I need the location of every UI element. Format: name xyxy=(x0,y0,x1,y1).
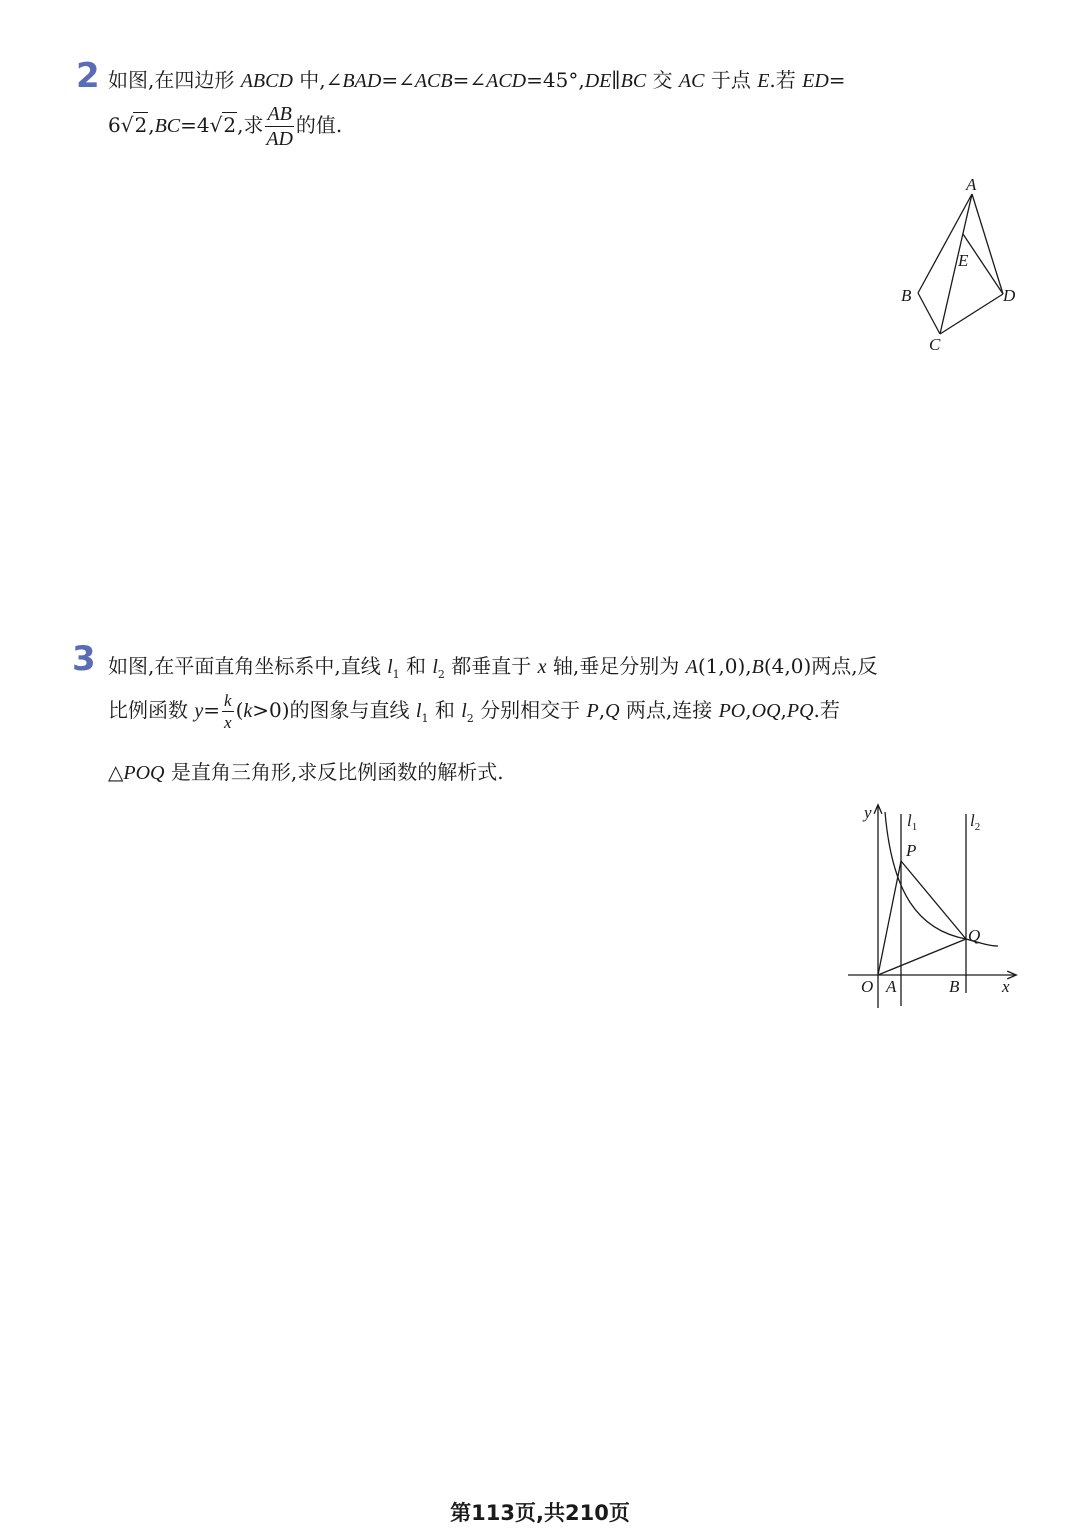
question-number: 2 xyxy=(76,56,100,96)
label-B: B xyxy=(901,286,912,305)
problem-3-line-2: 比例函数 y= $\frac{k}{x}$ (k>0)的图象与直线 $l_1$ 和 $l_2$ 分别相交于 P,Q 两点,连接 PO,OQ,PQ.若 xyxy=(108,691,840,732)
label-D: D xyxy=(1003,286,1016,305)
problem-3-line-3: △POQ 是直角三角形,求反比例函数的解析式. xyxy=(108,760,504,784)
label-A: A xyxy=(966,175,977,194)
label-l1: $l_1$ xyxy=(907,811,918,833)
label-y: y xyxy=(864,803,872,822)
coordinate-figure xyxy=(840,798,1030,1013)
problem-3-line-1: 如图,在平面直角坐标系中,直线 $l_1$ 和 $l_2$ 都垂直于 x 轴,垂足分别为 A(1,0),B(4,0)两点,反 xyxy=(108,654,878,681)
quadrilateral-figure xyxy=(890,170,1030,360)
fraction: $\frac{AB}{AD}$ xyxy=(266,103,294,150)
fraction: $\frac{k}{x}$ xyxy=(224,691,232,732)
label-l2: $l_2$ xyxy=(970,811,981,833)
label-P: P xyxy=(906,841,917,860)
problem-2-line-2: 6√2,BC=4√2,求 $\frac{AB}{AD}$ 的值. xyxy=(108,103,343,150)
label-E: E xyxy=(958,251,969,270)
problem-2-line-1: 如图,在四边形 ABCD 中,∠BAD=∠ACB=∠ACD=45°,DE∥BC 交 AC 于点 E.若 ED= xyxy=(108,68,846,92)
label-Q: Q xyxy=(968,926,981,945)
page-footer: 第113页,共210页 xyxy=(450,1501,630,1525)
question-number: 3 xyxy=(72,639,96,679)
label-x: x xyxy=(1002,977,1010,996)
label-O: O xyxy=(861,977,874,996)
label-A: A xyxy=(886,977,897,996)
label-B: B xyxy=(949,977,960,996)
sqrt: √2 xyxy=(209,113,237,137)
label-C: C xyxy=(929,335,941,354)
sqrt: √2 xyxy=(120,113,148,137)
